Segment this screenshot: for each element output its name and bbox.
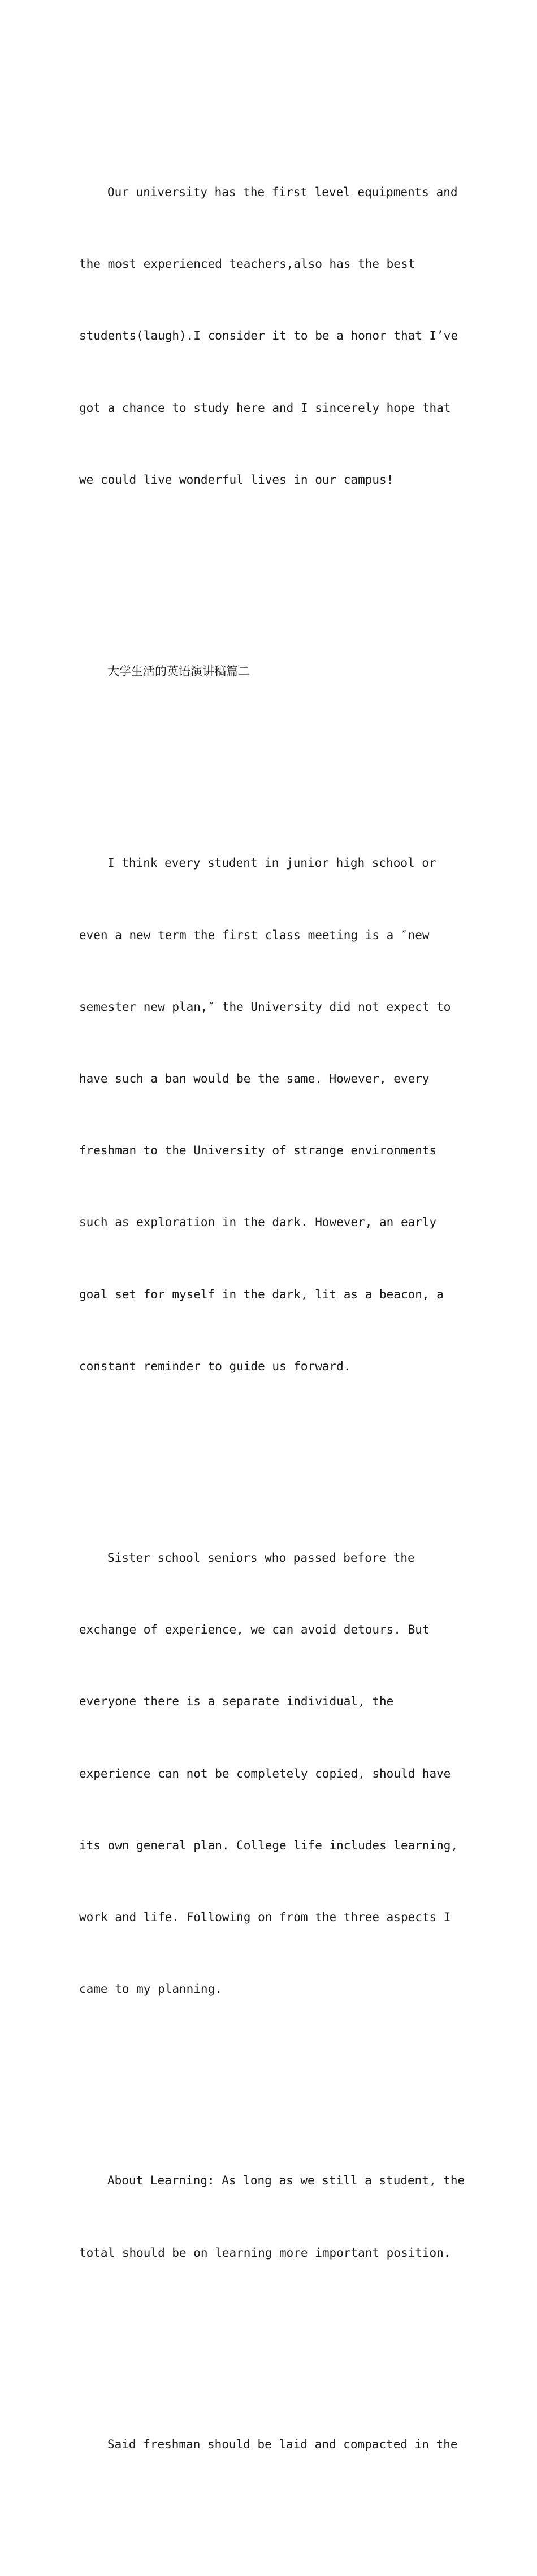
text-line: work and life. Following on from the three aspects I — [79, 1910, 451, 1924]
text-line: we could live wonderful lives in our campus! — [79, 472, 394, 486]
section-heading-text: 大学生活的英语演讲稿篇二 — [107, 664, 250, 679]
paragraph-4 — [79, 2121, 465, 2313]
text-line: the most experienced teachers,also has the best — [79, 257, 415, 271]
text-line: Our university has the first level equipments and — [107, 185, 458, 199]
text-line: constant reminder to guide us forward. — [79, 1359, 351, 1373]
document-body — [79, 60, 465, 2576]
text-line: I think every student in junior high school or — [107, 856, 436, 870]
text-line: semester new plan,″ the University did not expect to — [79, 1000, 451, 1014]
text-line: students(laugh).I consider it to be a honor that I’ve — [79, 329, 458, 343]
paragraph-1 — [79, 132, 461, 540]
text-line: freshman to the University of strange environments — [79, 1144, 437, 1158]
text-line: got a chance to study here and I sincerely hope that — [79, 401, 451, 415]
text-line: even a new term the first class meeting is a ″new — [79, 928, 430, 942]
text-line: came to my planning. — [79, 1982, 222, 1996]
paragraph-3 — [79, 1498, 461, 2049]
text-line: its own general plan. College life includes learning, — [79, 1838, 458, 1852]
text-line: Sister school seniors who passed before the — [107, 1550, 415, 1565]
text-line: Said freshman should be laid and compacted in the — [107, 2437, 458, 2451]
text-line: About Learning: As long as we still a student, the — [107, 2174, 465, 2188]
text-line: exchange of experience, we can avoid detours. But — [79, 1623, 430, 1637]
paragraph-2 — [79, 803, 461, 1426]
text-line: everyone there is a separate individual, the — [79, 1695, 394, 1709]
text-line: goal set for myself in the dark, lit as a beacon, a — [79, 1287, 444, 1301]
text-line: total should be on learning more important position. — [79, 2245, 451, 2260]
text-line: experience can not be completely copied, should have — [79, 1766, 451, 1780]
paragraph-5 — [79, 2384, 461, 2504]
section-heading — [79, 611, 461, 731]
text-line: have such a ban would be the same. However, every — [79, 1071, 430, 1085]
text-line: such as exploration in the dark. However, an early — [79, 1215, 437, 1230]
